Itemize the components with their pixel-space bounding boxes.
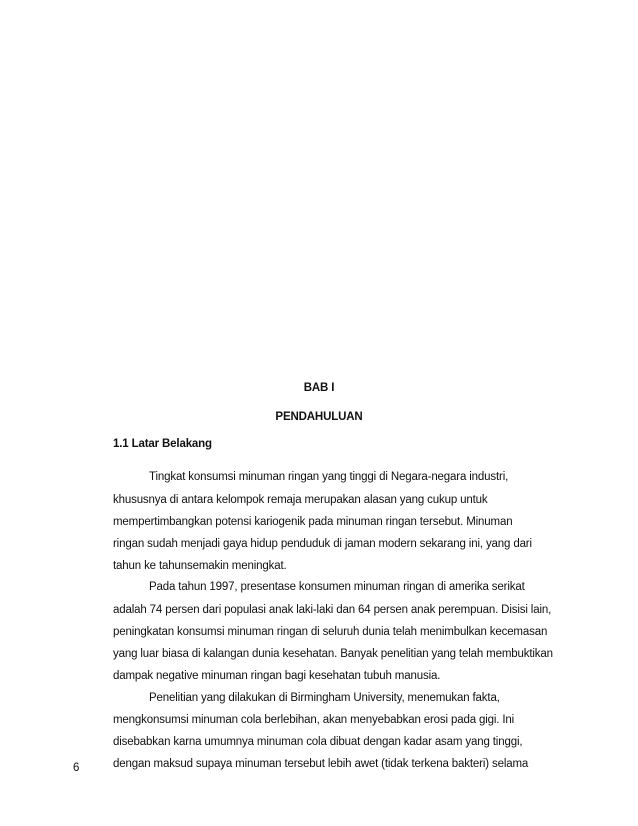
body-line: yang luar biasa di kalangan dunia kesehatan. Banyak penelitian yang telah membuktikan: [113, 648, 553, 660]
page-number: 6: [73, 762, 80, 774]
body-line: mengkonsumsi minuman cola berlebihan, akan menyebabkan erosi pada gigi. Ini: [113, 714, 515, 726]
chapter-label: BAB I: [303, 382, 335, 394]
body-line: Pada tahun 1997, presentase konsumen minuman ringan di amerika serikat: [149, 581, 525, 593]
body-line: dampak negative minuman ringan bagi kesehatan tubuh manusia.: [113, 670, 441, 682]
body-line: Penelitian yang dilakukan di Birmingham University, menemukan fakta,: [149, 692, 500, 704]
body-line: adalah 74 persen dari populasi anak laki-laki dan 64 persen anak perempuan. Disisi lain,: [113, 604, 552, 616]
section-heading: 1.1 Latar Belakang: [113, 438, 212, 450]
body-line: disebabkan karna umumnya minuman cola dibuat dengan kadar asam yang tinggi,: [113, 736, 523, 748]
body-line: Tingkat konsumsi minuman ringan yang tinggi di Negara-negara industri,: [149, 471, 509, 483]
body-line: dengan maksud supaya minuman tersebut lebih awet (tidak terkena bakteri) selama: [113, 758, 529, 770]
chapter-title: PENDAHULUAN: [275, 411, 363, 423]
body-line: khususnya di antara kelompok remaja merupakan alasan yang cukup untuk: [113, 494, 488, 506]
body-line: peningkatan konsumsi minuman ringan di seluruh dunia telah menimbulkan kecemasan: [113, 626, 548, 638]
body-line: tahun ke tahunsemakin meningkat.: [113, 560, 287, 572]
body-line: mempertimbangkan potensi kariogenik pada minuman ringan tersebut. Minuman: [113, 516, 513, 528]
body-line: ringan sudah menjadi gaya hidup penduduk di jaman modern sekarang ini, yang dari: [113, 538, 532, 550]
